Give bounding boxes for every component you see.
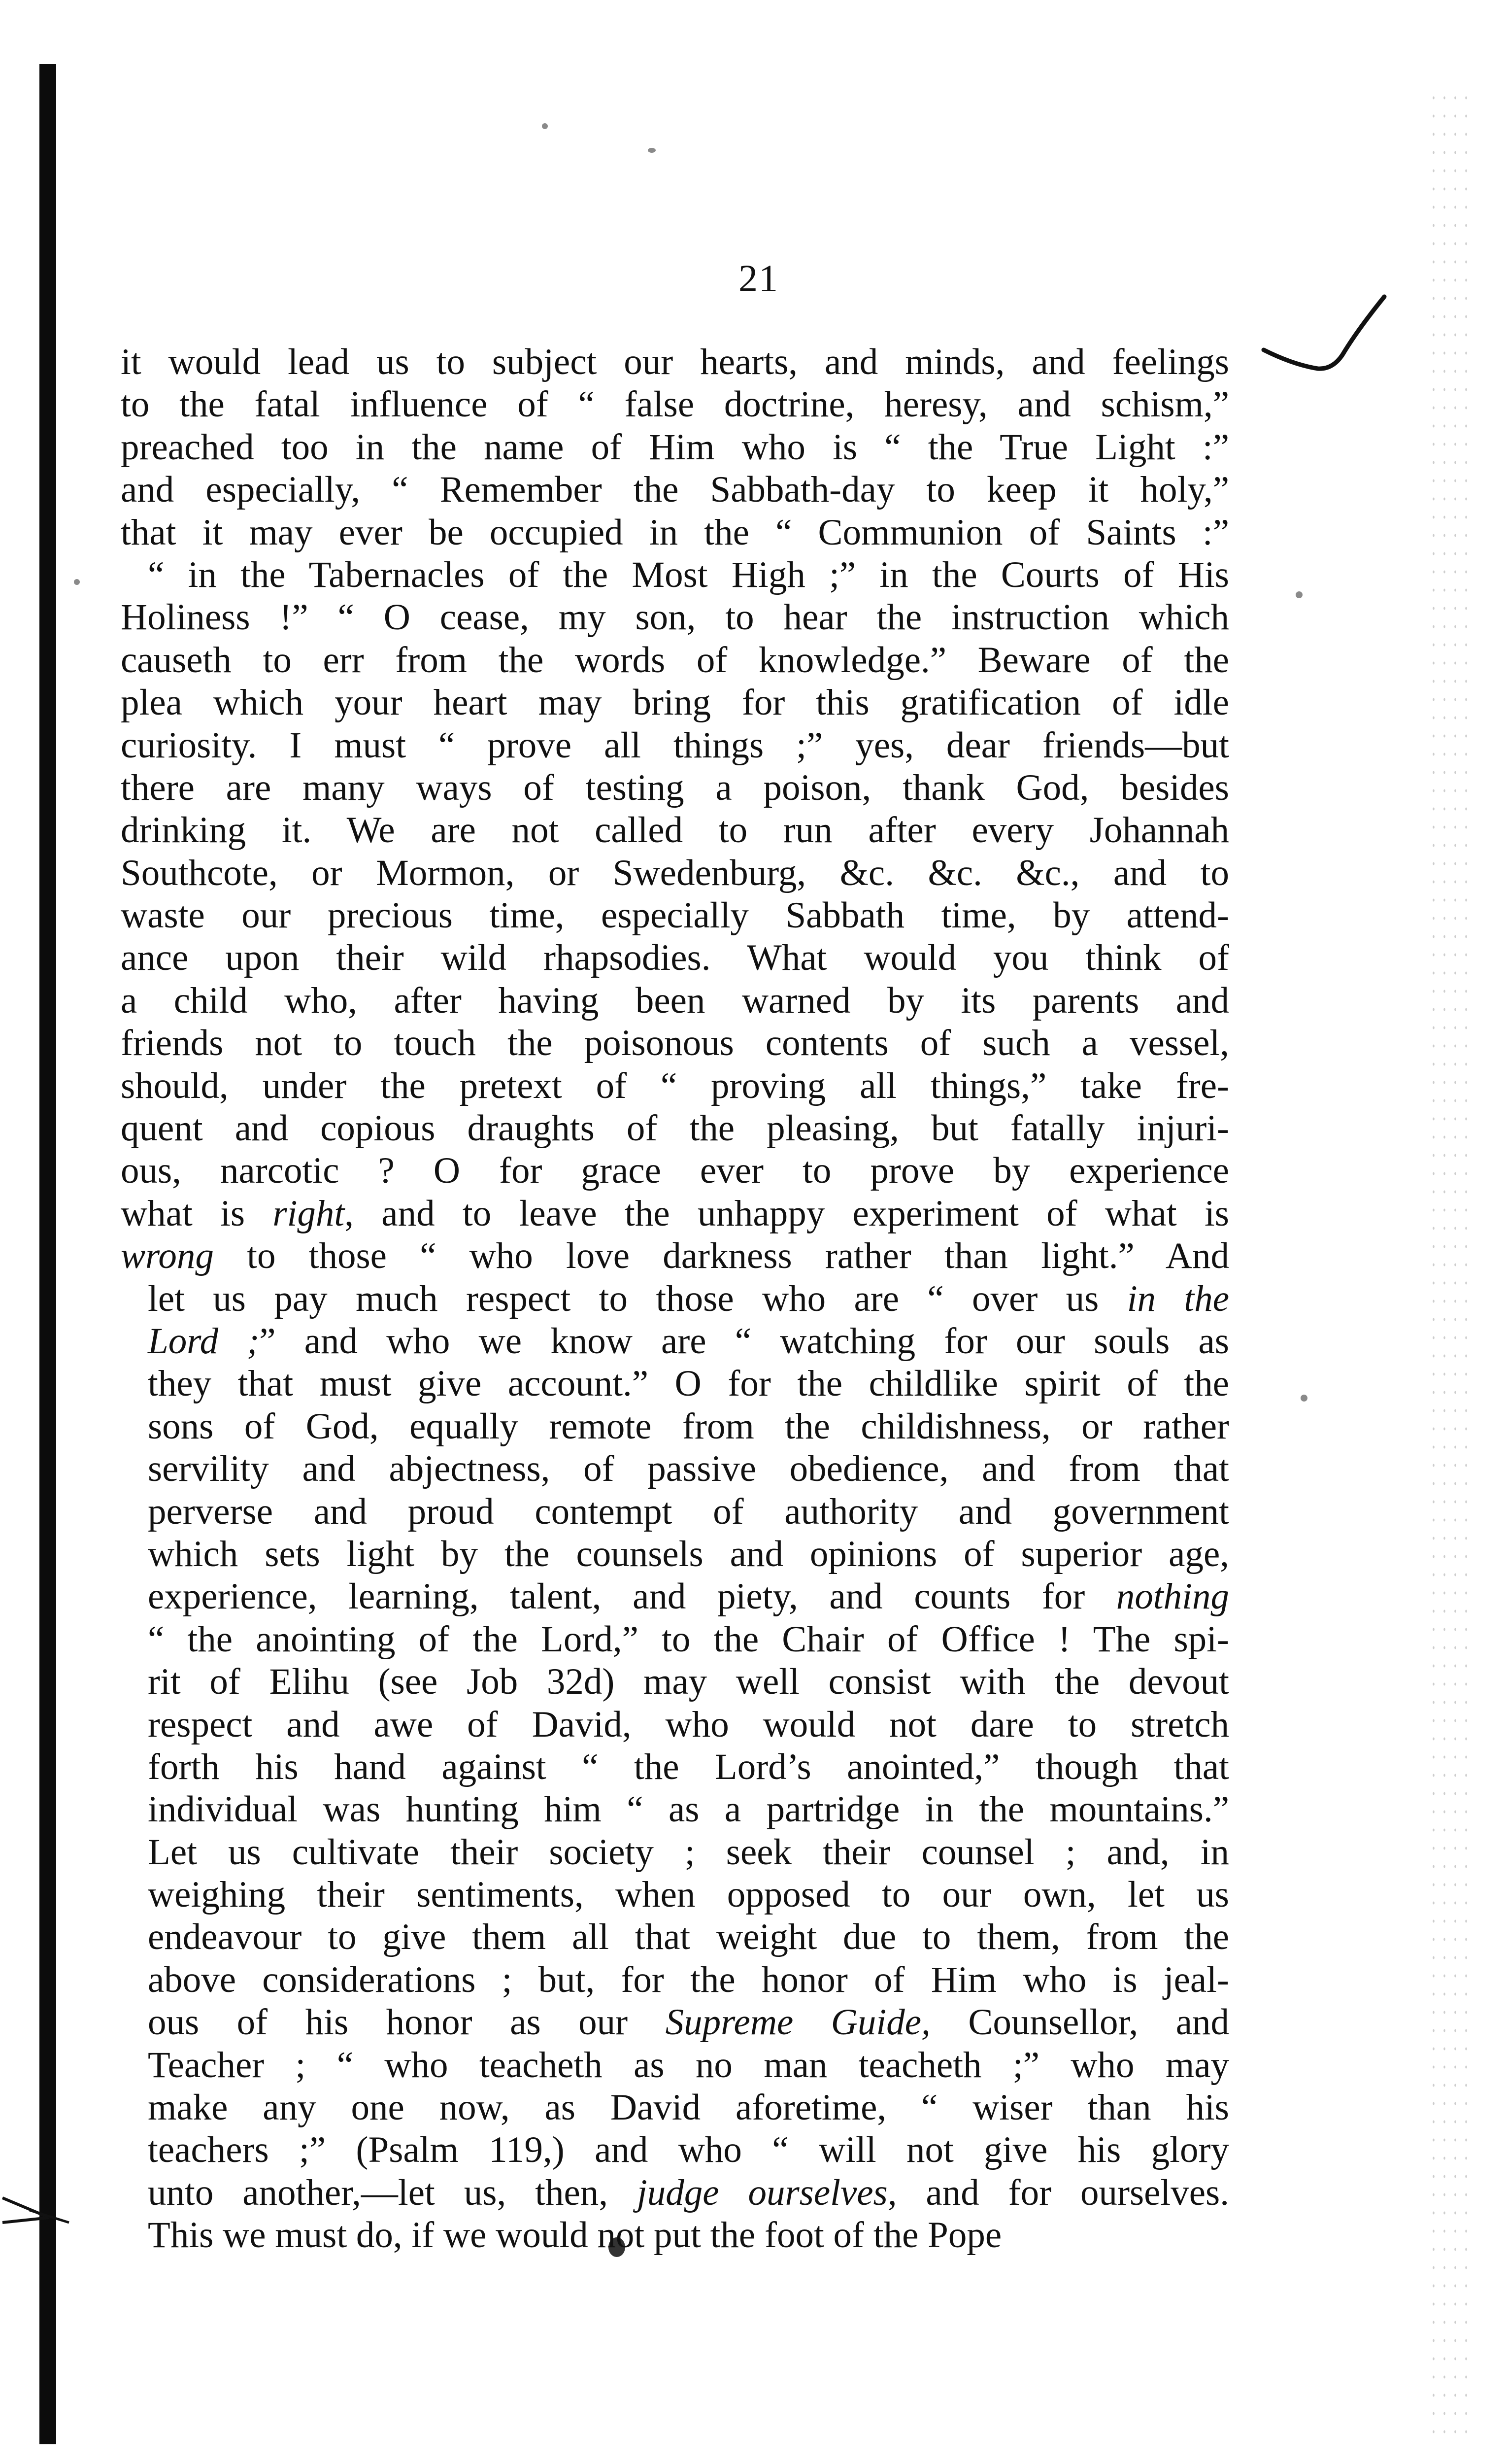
ink-speck bbox=[1301, 1395, 1307, 1402]
text-line: servility and abjectness, of passive obedience, and from that bbox=[148, 1448, 1229, 1490]
page-number: 21 bbox=[738, 257, 779, 300]
text-line: should, under the pretext of “ proving all things,” take fre- bbox=[121, 1065, 1229, 1106]
text-line: waste our precious time, especially Sabbath time, by attend- bbox=[121, 895, 1229, 936]
text-line: sons of God, equally remote from the childishness, or rather bbox=[148, 1405, 1229, 1447]
text-line: above considerations ; but, for the honor of Him who is jeal- bbox=[148, 1959, 1229, 2000]
text-line: there are many ways of testing a poison, thank God, besides bbox=[121, 767, 1229, 808]
text-line: respect and awe of David, who would not dare to stretch bbox=[148, 1704, 1229, 1745]
italic-emphasis: judge ourselves, bbox=[636, 2172, 897, 2213]
text-line: what is right, and to leave the unhappy experiment of what is bbox=[121, 1193, 1229, 1234]
text-line: individual was hunting him “ as a partridge in the mountains.” bbox=[148, 1789, 1229, 1830]
text-line: plea which your heart may bring for this gratification of idle bbox=[121, 682, 1229, 723]
text-line: they that must give account.” O for the childlike spirit of the bbox=[148, 1363, 1229, 1404]
text-line: Lord ;” and who we know are “ watching for our souls as bbox=[148, 1320, 1229, 1362]
text-line: wrong to those “ who love darkness rather than light.” And bbox=[121, 1235, 1229, 1277]
text-line: perverse and proud contempt of authority and government bbox=[148, 1491, 1229, 1532]
binding-shadow bbox=[39, 64, 56, 2444]
text-line: preached too in the name of Him who is “ the True Light :” bbox=[121, 426, 1229, 468]
text-line: unto another,—let us, then, judge ourselves, and for ourselves. bbox=[148, 2172, 1229, 2213]
text-line: weighing their sentiments, when opposed to our own, let us bbox=[148, 1874, 1229, 1916]
text-line: a child who, after having been warned by its parents and bbox=[121, 980, 1229, 1021]
text-line: Teacher ; “ who teacheth as no man teacheth ;” who may bbox=[148, 2044, 1229, 2086]
text-line: and especially, “ Remember the Sabbath-day to keep it holy,” bbox=[121, 469, 1229, 511]
ink-speck bbox=[1296, 591, 1303, 598]
text-line: causeth to err from the words of knowledge.” Beware of the bbox=[121, 639, 1229, 681]
italic-emphasis: right bbox=[272, 1193, 345, 1234]
text-line: rit of Elihu (see Job 32d) may well consist with the devout bbox=[148, 1661, 1229, 1703]
text-line: Holiness !” “ O cease, my son, to hear the instruction which bbox=[121, 597, 1229, 638]
text-line: which sets light by the counsels and opinions of superior age, bbox=[148, 1533, 1229, 1574]
italic-emphasis: Lord ; bbox=[148, 1320, 260, 1362]
italic-emphasis: wrong bbox=[121, 1235, 214, 1277]
text-line: ous of his honor as our Supreme Guide, Counsellor, and bbox=[148, 2002, 1229, 2043]
italic-emphasis: Supreme Guide, bbox=[665, 2002, 931, 2043]
text-line: Let us cultivate their society ; seek their counsel ; and, in bbox=[148, 1831, 1229, 1873]
text-line: “ the anointing of the Lord,” to the Chair of Office ! The spi- bbox=[148, 1618, 1229, 1660]
italic-emphasis: nothing bbox=[1116, 1576, 1229, 1617]
body-text bbox=[121, 341, 1229, 2257]
text-line: friends not to touch the poisonous contents of such a vessel, bbox=[121, 1023, 1229, 1064]
text-line: experience, learning, talent, and piety, and counts for nothing bbox=[148, 1576, 1229, 1617]
ink-speck bbox=[542, 123, 548, 129]
ink-speck bbox=[648, 148, 656, 153]
text-line: curiosity. I must “ prove all things ;” yes, dear friends—but bbox=[121, 724, 1229, 766]
text-line: endeavour to give them all that weight due to them, from the bbox=[148, 1916, 1229, 1958]
text-line: “ in the Tabernacles of the Most High ;” in the Courts of His bbox=[148, 554, 1229, 595]
italic-emphasis: in the bbox=[1127, 1278, 1229, 1319]
text-line: forth his hand against “ the Lord’s anointed,” though that bbox=[148, 1746, 1229, 1787]
text-line: ous, narcotic ? O for grace ever to prove by experience bbox=[121, 1150, 1229, 1192]
text-line: Southcote, or Mormon, or Swedenburg, &c. &c. &c., and to bbox=[121, 852, 1229, 893]
text-line: quent and copious draughts of the pleasing, but fatally injuri- bbox=[121, 1108, 1229, 1149]
text-line: let us pay much respect to those who are “ over us in the bbox=[148, 1278, 1229, 1319]
text-line: This we must do, if we would not put the foot of the Pope bbox=[148, 2215, 1002, 2256]
text-line: it would lead us to subject our hearts, and minds, and feelings bbox=[121, 342, 1229, 382]
text-line: that it may ever be occupied in the “ Communion of Saints :” bbox=[121, 512, 1229, 553]
page-edge-speckle bbox=[1428, 89, 1473, 2434]
margin-arrow-mark bbox=[0, 2188, 74, 2242]
text-line: make any one now, as David aforetime, “ wiser than his bbox=[148, 2087, 1229, 2128]
text-line: ance upon their wild rhapsodies. What would you think of bbox=[121, 937, 1229, 979]
text-line: to the fatal influence of “ false doctrine, heresy, and schism,” bbox=[121, 384, 1229, 425]
text-line: drinking it. We are not called to run after every Johannah bbox=[121, 810, 1229, 851]
pen-check-mark bbox=[1259, 291, 1392, 375]
text-line: teachers ;” (Psalm 119,) and who “ will not give his glory bbox=[148, 2129, 1229, 2171]
ink-speck bbox=[74, 579, 80, 585]
